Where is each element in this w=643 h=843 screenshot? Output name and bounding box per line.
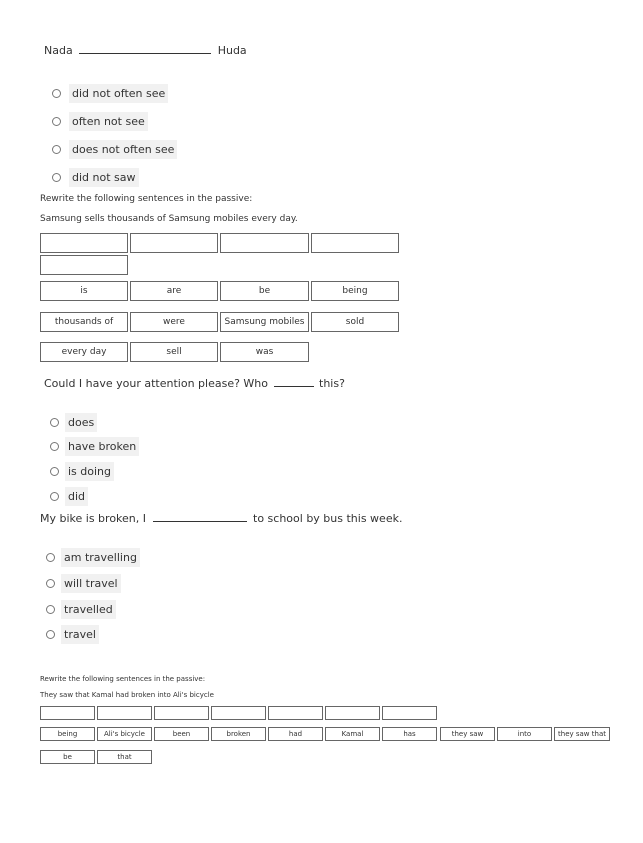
drop-box[interactable] xyxy=(40,706,95,720)
q1-left-text: Nada xyxy=(44,44,73,57)
q3-option-2[interactable] xyxy=(50,437,139,456)
q1-option-3[interactable] xyxy=(52,140,177,159)
q4-option-4[interactable] xyxy=(46,625,99,644)
word-tile[interactable]: Ali's bicycle xyxy=(97,727,152,741)
drop-box[interactable] xyxy=(130,233,218,253)
option-label: did not saw xyxy=(69,168,139,187)
option-label: will travel xyxy=(61,574,121,593)
q3-blank xyxy=(274,376,314,387)
option-label: am travelling xyxy=(61,548,140,567)
drop-box[interactable] xyxy=(97,706,152,720)
drop-box[interactable] xyxy=(40,233,128,253)
word-tile[interactable]: being xyxy=(40,727,95,741)
option-label: does not often see xyxy=(69,140,177,159)
q5-sentence: They saw that Kamal had broken into Ali's bicycle xyxy=(40,691,214,699)
word-tile[interactable]: were xyxy=(130,312,218,332)
drop-box[interactable] xyxy=(325,706,380,720)
option-label: did xyxy=(65,487,88,506)
radio-button[interactable] xyxy=(46,553,55,562)
drop-box[interactable] xyxy=(268,706,323,720)
word-tile[interactable]: be xyxy=(220,281,309,301)
word-tile[interactable]: being xyxy=(311,281,399,301)
q4-option-1[interactable] xyxy=(46,548,140,567)
q4-option-3[interactable] xyxy=(46,600,116,619)
word-tile[interactable]: they saw xyxy=(440,727,495,741)
word-tile[interactable]: Kamal xyxy=(325,727,380,741)
option-label: is doing xyxy=(65,462,114,481)
drop-box[interactable] xyxy=(211,706,266,720)
word-tile[interactable]: had xyxy=(268,727,323,741)
q3-option-4[interactable] xyxy=(50,487,88,506)
radio-button[interactable] xyxy=(50,418,59,427)
option-label: often not see xyxy=(69,112,148,131)
word-tile[interactable]: every day xyxy=(40,342,128,362)
q3-after-text: this? xyxy=(319,377,345,390)
radio-button[interactable] xyxy=(52,89,61,98)
radio-button[interactable] xyxy=(52,173,61,182)
radio-button[interactable] xyxy=(52,117,61,126)
q1-option-1[interactable] xyxy=(52,84,168,103)
q1-right-text: Huda xyxy=(217,44,247,57)
radio-button[interactable] xyxy=(46,630,55,639)
word-tile[interactable]: was xyxy=(220,342,309,362)
drop-box[interactable] xyxy=(40,255,128,275)
q1-option-4[interactable] xyxy=(52,168,139,187)
question-3-sentence xyxy=(44,376,345,390)
word-tile[interactable]: broken xyxy=(211,727,266,741)
word-tile[interactable]: be xyxy=(40,750,95,764)
option-label: travel xyxy=(61,625,99,644)
question-4-sentence xyxy=(40,511,402,525)
radio-button[interactable] xyxy=(50,467,59,476)
word-tile[interactable]: thousands of xyxy=(40,312,128,332)
q4-blank xyxy=(153,511,247,522)
radio-button[interactable] xyxy=(50,442,59,451)
word-tile[interactable]: Samsung mobiles xyxy=(220,312,309,332)
q1-blank xyxy=(79,43,211,54)
q3-option-3[interactable] xyxy=(50,462,114,481)
q1-option-2[interactable] xyxy=(52,112,148,131)
radio-button[interactable] xyxy=(52,145,61,154)
q4-after-text: to school by bus this week. xyxy=(253,512,403,525)
word-tile[interactable]: been xyxy=(154,727,209,741)
option-label: have broken xyxy=(65,437,139,456)
option-label: did not often see xyxy=(69,84,168,103)
drop-box[interactable] xyxy=(311,233,399,253)
drop-box[interactable] xyxy=(154,706,209,720)
word-tile[interactable]: are xyxy=(130,281,218,301)
radio-button[interactable] xyxy=(46,605,55,614)
word-tile[interactable]: sold xyxy=(311,312,399,332)
option-label: travelled xyxy=(61,600,116,619)
q5-instruction: Rewrite the following sentences in the passive: xyxy=(40,675,206,683)
q4-before-text: My bike is broken, I xyxy=(40,512,147,525)
option-label: does xyxy=(65,413,97,432)
drop-box[interactable] xyxy=(220,233,309,253)
q4-option-2[interactable] xyxy=(46,574,121,593)
word-tile[interactable]: sell xyxy=(130,342,218,362)
word-tile[interactable]: that xyxy=(97,750,152,764)
word-tile[interactable]: into xyxy=(497,727,552,741)
q2-instruction: Rewrite the following sentences in the passive: xyxy=(40,194,253,204)
radio-button[interactable] xyxy=(50,492,59,501)
word-tile[interactable]: is xyxy=(40,281,128,301)
q2-sentence: Samsung sells thousands of Samsung mobiles every day. xyxy=(40,214,298,224)
word-tile[interactable]: they saw that xyxy=(554,727,610,741)
q3-before-text: Could I have your attention please? Who xyxy=(44,377,269,390)
question-1-sentence xyxy=(44,43,247,57)
drop-box[interactable] xyxy=(382,706,437,720)
radio-button[interactable] xyxy=(46,579,55,588)
word-tile[interactable]: has xyxy=(382,727,437,741)
q3-option-1[interactable] xyxy=(50,413,97,432)
